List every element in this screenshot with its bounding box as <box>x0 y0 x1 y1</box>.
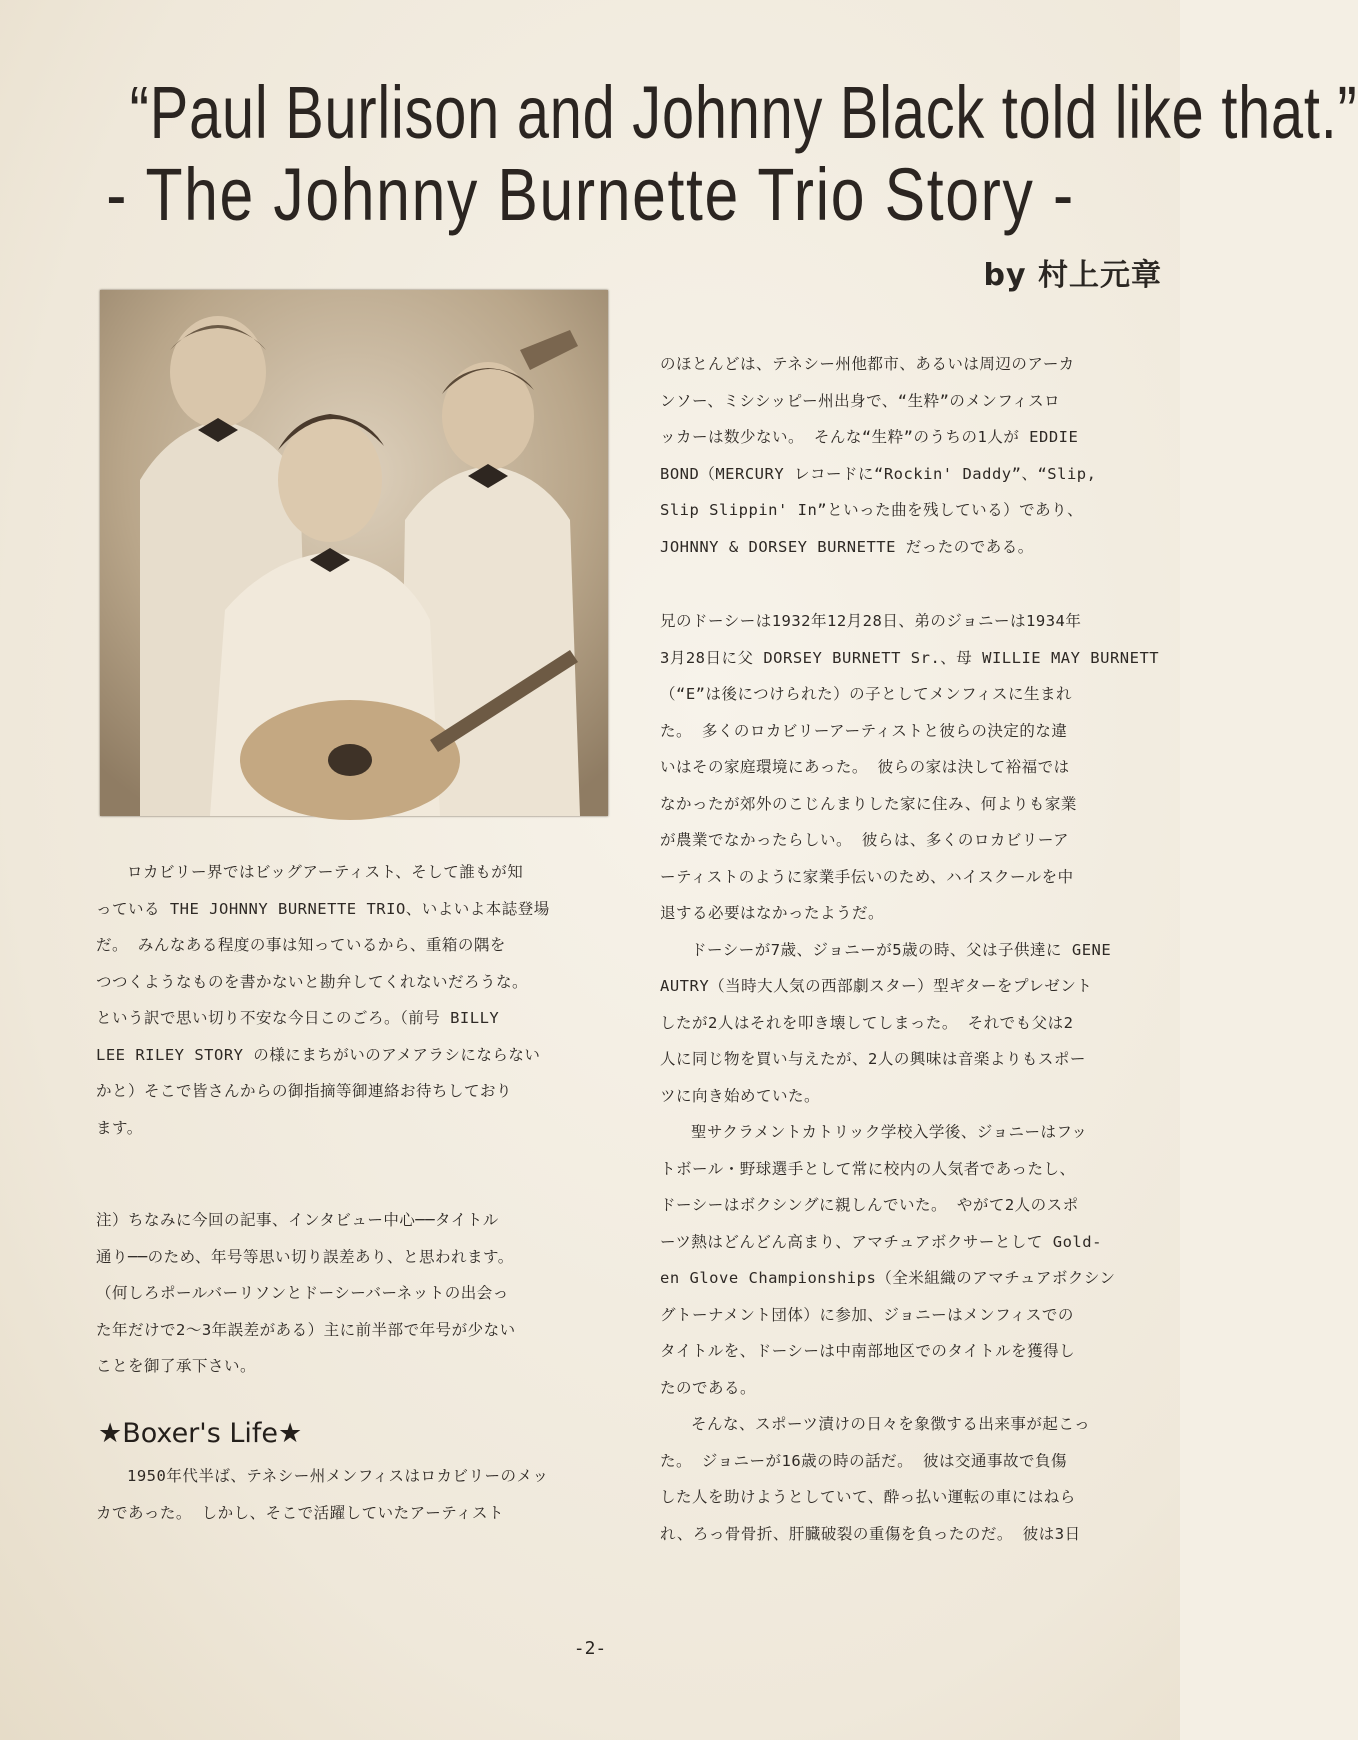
text-line: が農業でなかったらしい。 彼らは、多くのロカビリーア <box>660 831 1070 849</box>
text-line: ンソー、ミシシッピー州出身で、“生粋”のメンフィスロ <box>660 391 1061 410</box>
text-line: ドーシーはボクシングに親しんでいた。 やがて2人のスポ <box>660 1196 1079 1214</box>
section-heading: ★Boxer's Life★ <box>98 1418 303 1449</box>
text-line: た。 ジョニーが16歳の時の話だ。 彼は交通事故で負傷 <box>660 1451 1068 1470</box>
text-line: した人を助けようとしていて、酔っ払い運転の車にはねら <box>660 1488 1076 1506</box>
text-line: グトーナメント団体）に参加、ジョニーはメンフィスでの <box>660 1305 1074 1324</box>
text-line: つつくようなものを書かないと勘弁してくれないだろうな。 <box>96 972 529 991</box>
text-line: ーティストのように家業手伝いのため、ハイスクールを中 <box>660 867 1074 886</box>
text-line: かと）そこで皆さんからの御指摘等御連絡お待ちしており <box>96 1082 513 1100</box>
trio-photo <box>100 290 608 816</box>
author-byline: by 村上元章 <box>983 258 1162 293</box>
note-line: 通り──のため、年号等思い切り誤差あり、と思われます。 <box>96 1247 514 1266</box>
text-line: なかったが郊外のこじんまりした家に住み、何よりも家業 <box>660 794 1077 813</box>
text-line: ツに向き始めていた。 <box>660 1086 821 1105</box>
text-line: 3月28日に父 DORSEY BURNETT Sr.、母 WILLIE MAY BURNETT <box>660 648 1160 667</box>
note-line: （何しろポールバーリソンとドーシーバーネットの出会っ <box>96 1284 509 1302</box>
text-line: したが2人はそれを叩き壊してしまった。 それでも父は2 <box>660 1013 1074 1032</box>
text-line: ロカビリー界ではビッグアーティスト、そして誰もが知 <box>127 863 524 881</box>
text-line: 聖サクラメントカトリック学校入学後、ジョニーはフッ <box>691 1123 1088 1141</box>
note-line: ことを御了承下さい。 <box>96 1357 257 1375</box>
text-line: れ、ろっ骨骨折、肝臓破裂の重傷を負ったのだ。 彼は3日 <box>660 1524 1081 1543</box>
text-line: ーツ熱はどんどん高まり、アマチュアボクサーとして Gold- <box>660 1232 1102 1251</box>
section-body <box>96 1458 616 1531</box>
text-line: のほとんどは、テネシー州他都市、あるいは周辺のアーカ <box>660 355 1075 373</box>
text-line: だ。 みんなある程度の事は知っているから、重箱の隅を <box>96 936 506 954</box>
text-line: en Glove Championships（全米組織のアマチュアボクシン <box>660 1269 1116 1287</box>
note-line: 注）ちなみに今回の記事、インタビュー中心──タイトル <box>96 1211 499 1229</box>
text-line: タイトルを、ドーシーは中南部地区でのタイトルを獲得し <box>660 1342 1076 1360</box>
text-line: 退する必要はなかったようだ。 <box>660 904 885 922</box>
text-line: LEE RILEY STORY の様にまちがいのアメアラシにならない <box>96 1045 541 1064</box>
text-line: （“E”は後につけられた）の子としてメンフィスに生まれ <box>660 685 1072 703</box>
text-line: 1950年代半ば、テネシー州メンフィスはロカビリーのメッ <box>127 1467 549 1485</box>
right-column <box>660 346 1160 1552</box>
text-line: そんな、スポーツ漬けの日々を象徴する出来事が起こっ <box>691 1415 1091 1433</box>
text-line: ッカーは数少ない。 そんな“生粋”のうちの1人が EDDIE <box>660 428 1079 446</box>
text-line: 人に同じ物を買い与えたが、2人の興味は音楽よりもスポー <box>660 1050 1086 1068</box>
text-line: という訳で思い切り不安な今日このごろ。（前号 BILLY <box>96 1009 500 1027</box>
text-line: っている THE JOHNNY BURNETTE TRIO、いよいよ本誌登場 <box>96 899 550 918</box>
text-line: た。 多くのロカビリーアーティストと彼らの決定的な違 <box>660 721 1068 740</box>
text-line: トボール・野球選手として常に校内の人気者であったし、 <box>660 1159 1076 1178</box>
left-column-intro <box>96 854 616 1385</box>
text-line: たのである。 <box>660 1378 757 1397</box>
text-line: AUTRY（当時大人気の西部劇スター）型ギターをプレゼント <box>660 977 1093 995</box>
article-title-line2: - The Johnny Burnette Trio Story - <box>106 153 1075 236</box>
text-line: ます。 <box>96 1118 143 1137</box>
text-line: ドーシーが7歳、ジョニーが5歳の時、父は子供達に GENE <box>691 940 1112 959</box>
text-line: カであった。 しかし、そこで活躍していたアーティスト <box>96 1503 504 1522</box>
note-line: た年だけで2〜3年誤差がある）主に前半部で年号が少ない <box>96 1320 516 1339</box>
trio-photo-illustration <box>100 290 608 816</box>
page-number: -2- <box>573 1638 607 1659</box>
text-line: JOHNNY & DORSEY BURNETTE だったのである。 <box>660 537 1034 556</box>
text-line: 兄のドーシーは1932年12月28日、弟のジョニーは1934年 <box>660 612 1082 630</box>
text-line: いはその家庭環境にあった。 彼らの家は決して裕福では <box>660 758 1070 776</box>
article-title-line1: “Paul Burlison and Johnny Black told like that.” <box>129 71 1358 154</box>
text-line: Slip Slippin' In”といった曲を残している）であり、 <box>660 501 1084 519</box>
text-line: BOND（MERCURY レコードに“Rockin' Daddy”、“Slip, <box>660 464 1097 483</box>
